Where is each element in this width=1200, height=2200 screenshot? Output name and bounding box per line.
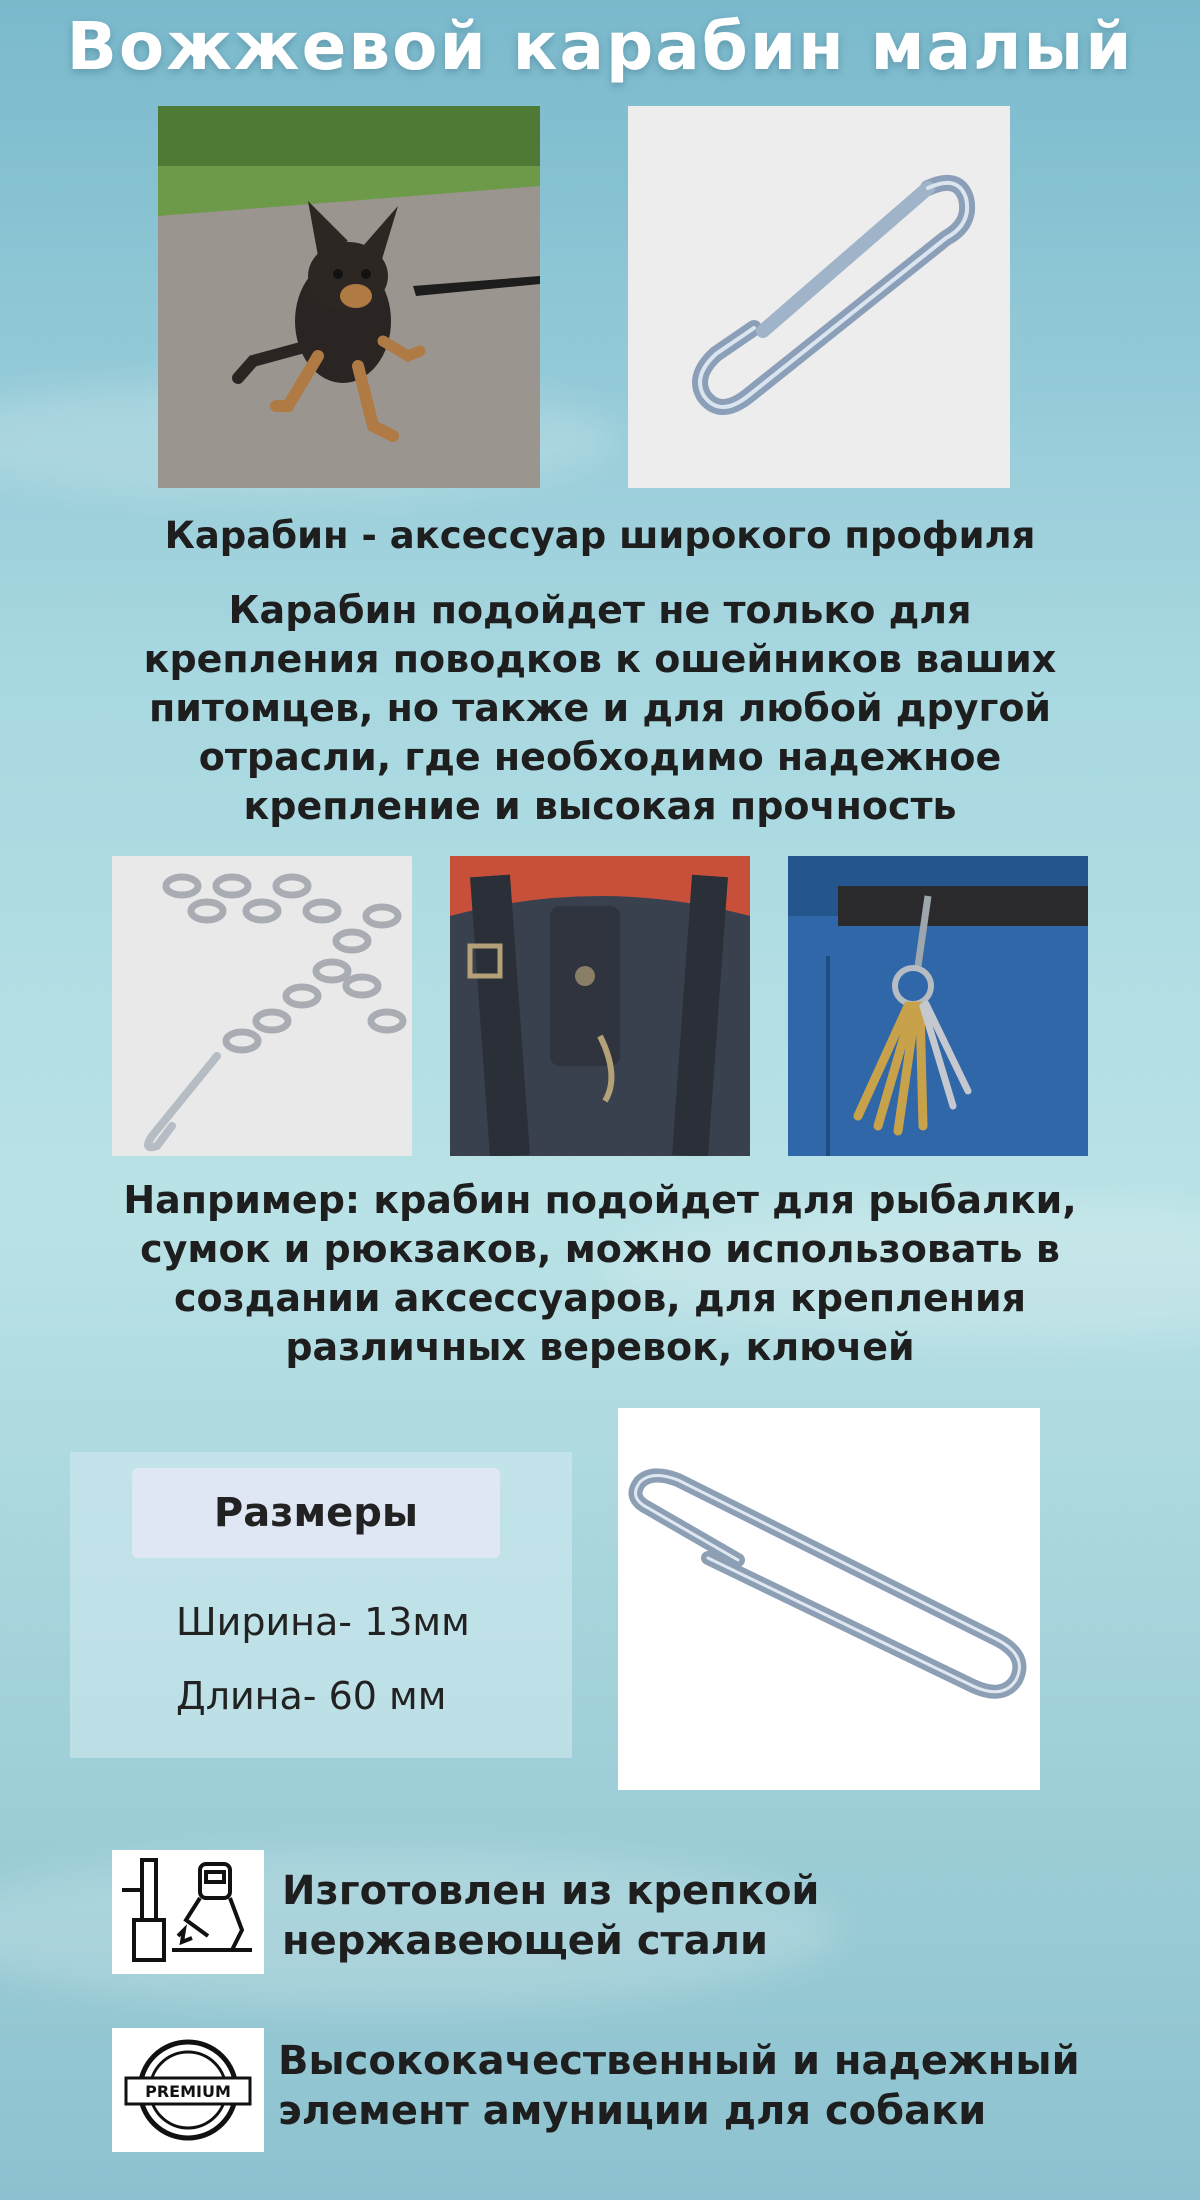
intro-line: питомцев, но также и для любой другой (148, 686, 1052, 730)
intro-line: крепления поводков к ошейников ваших (143, 637, 1057, 681)
chain-photo (112, 856, 412, 1156)
dog-photo (158, 106, 540, 488)
examples-paragraph (60, 1176, 1140, 1372)
keys-photo (788, 856, 1088, 1156)
examples-line: сумок и рюкзаков, можно использовать в (140, 1227, 1060, 1271)
examples-line: Например: крабин подойдет для рыбалки, (123, 1178, 1077, 1222)
welder-icon (112, 1850, 264, 1974)
feature-text-steel (282, 1866, 1102, 1966)
section-subtitle: Карабин - аксессуар широкого профиля (164, 514, 1036, 557)
feature-text-quality (278, 2036, 1138, 2136)
intro-paragraph (90, 586, 1110, 831)
size-length: Длина- 60 мм (176, 1674, 447, 1718)
intro-line: отрасли, где необходимо надежное (198, 735, 1002, 779)
examples-line: создании аксессуаров, для крепления (173, 1276, 1027, 1320)
intro-line: Карабин подойдет не только для (228, 588, 972, 632)
size-width: Ширина- 13мм (176, 1600, 470, 1644)
sizes-header: Размеры (132, 1468, 500, 1558)
carabiner-photo-large (618, 1408, 1040, 1790)
page-title: Вожжевой карабин малый (66, 8, 1134, 85)
examples-line: различных веревок, ключей (285, 1325, 915, 1369)
feature-line: Изготовлен из крепкой (282, 1868, 820, 1914)
premium-badge-icon (112, 2028, 264, 2152)
feature-line: Высококачественный и надежный (278, 2038, 1080, 2084)
feature-line: элемент амуниции для собаки (278, 2088, 987, 2134)
sizes-panel (70, 1452, 572, 1758)
intro-line: крепление и высокая прочность (243, 784, 957, 828)
feature-line: нержавеющей стали (282, 1918, 769, 1964)
carabiner-photo (628, 106, 1010, 488)
premium-badge-label: PREMIUM (145, 2082, 231, 2101)
bag-photo (450, 856, 750, 1156)
